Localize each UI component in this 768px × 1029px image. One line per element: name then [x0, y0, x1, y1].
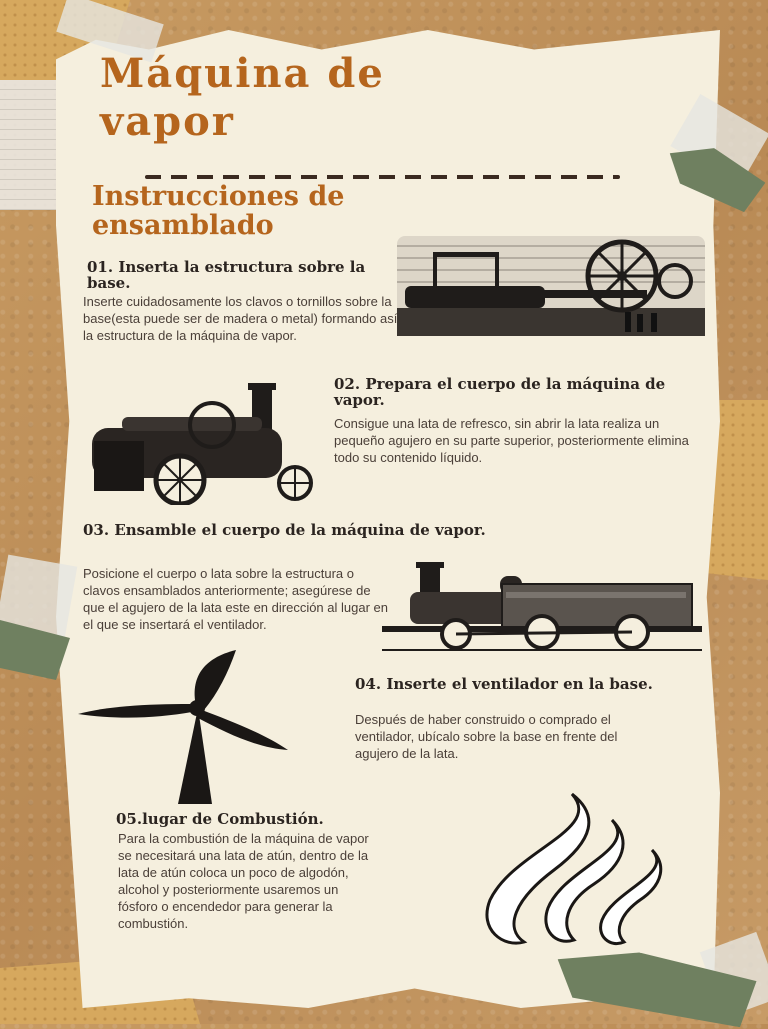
step-1-text: Inserte cuidadosamente los clavos o tornillos sobre la base(esta puede ser de madera o metal) formando así la estructura de la máquina de vapor.: [83, 294, 398, 343]
step-2-heading: 02. Prepara el cuerpo de la máquina de vapor.: [334, 375, 666, 409]
step-1-heading: 01. Inserta la estructura sobre la base.: [87, 258, 366, 292]
step-5-text: Para la combustión de la máquina de vapor se necesitará una lata de atún, dentro de la lata de atún coloca un poco de algodón, alcohol y posteriormente usaremos un fósforo o encendedor para generar la combustión.: [118, 831, 369, 931]
locomotive-illustration: [382, 562, 702, 654]
wind-turbine-icon: [78, 648, 290, 806]
page-title: Máquina de vapor: [100, 50, 385, 145]
step-3-heading: 03. Ensamble el cuerpo de la máquina de vapor.: [83, 521, 486, 539]
step-4-text: Después de haber construido o comprado el ventilador, ubícalo sobre la base en frente del agujero de la lata.: [355, 712, 618, 761]
step-3-text: Posicione el cuerpo o lata sobre la estructura o clavos ensamblados anteriormente; asegúrese de que el agujero de la lata este en dirección al lugar en el que se insertará el ventilador.: [83, 566, 388, 632]
step-4-heading: 04. Inserte el ventilador en la base.: [355, 675, 653, 693]
traction-engine-illustration: [82, 383, 327, 505]
steam-icon: [484, 790, 674, 950]
step-5-heading: 05.lugar de Combustión.: [116, 810, 324, 828]
step-2-text: Consigue una lata de refresco, sin abrir la lata realiza un pequeño agujero en su parte superior, posteriormente elimina todo su contenido líquido.: [334, 416, 689, 465]
decorative-lined-paper: [0, 80, 60, 210]
divider: [145, 175, 620, 179]
steam-engine-illustration: [397, 236, 705, 336]
page-subtitle: Instrucciones de ensamblado: [92, 181, 345, 241]
